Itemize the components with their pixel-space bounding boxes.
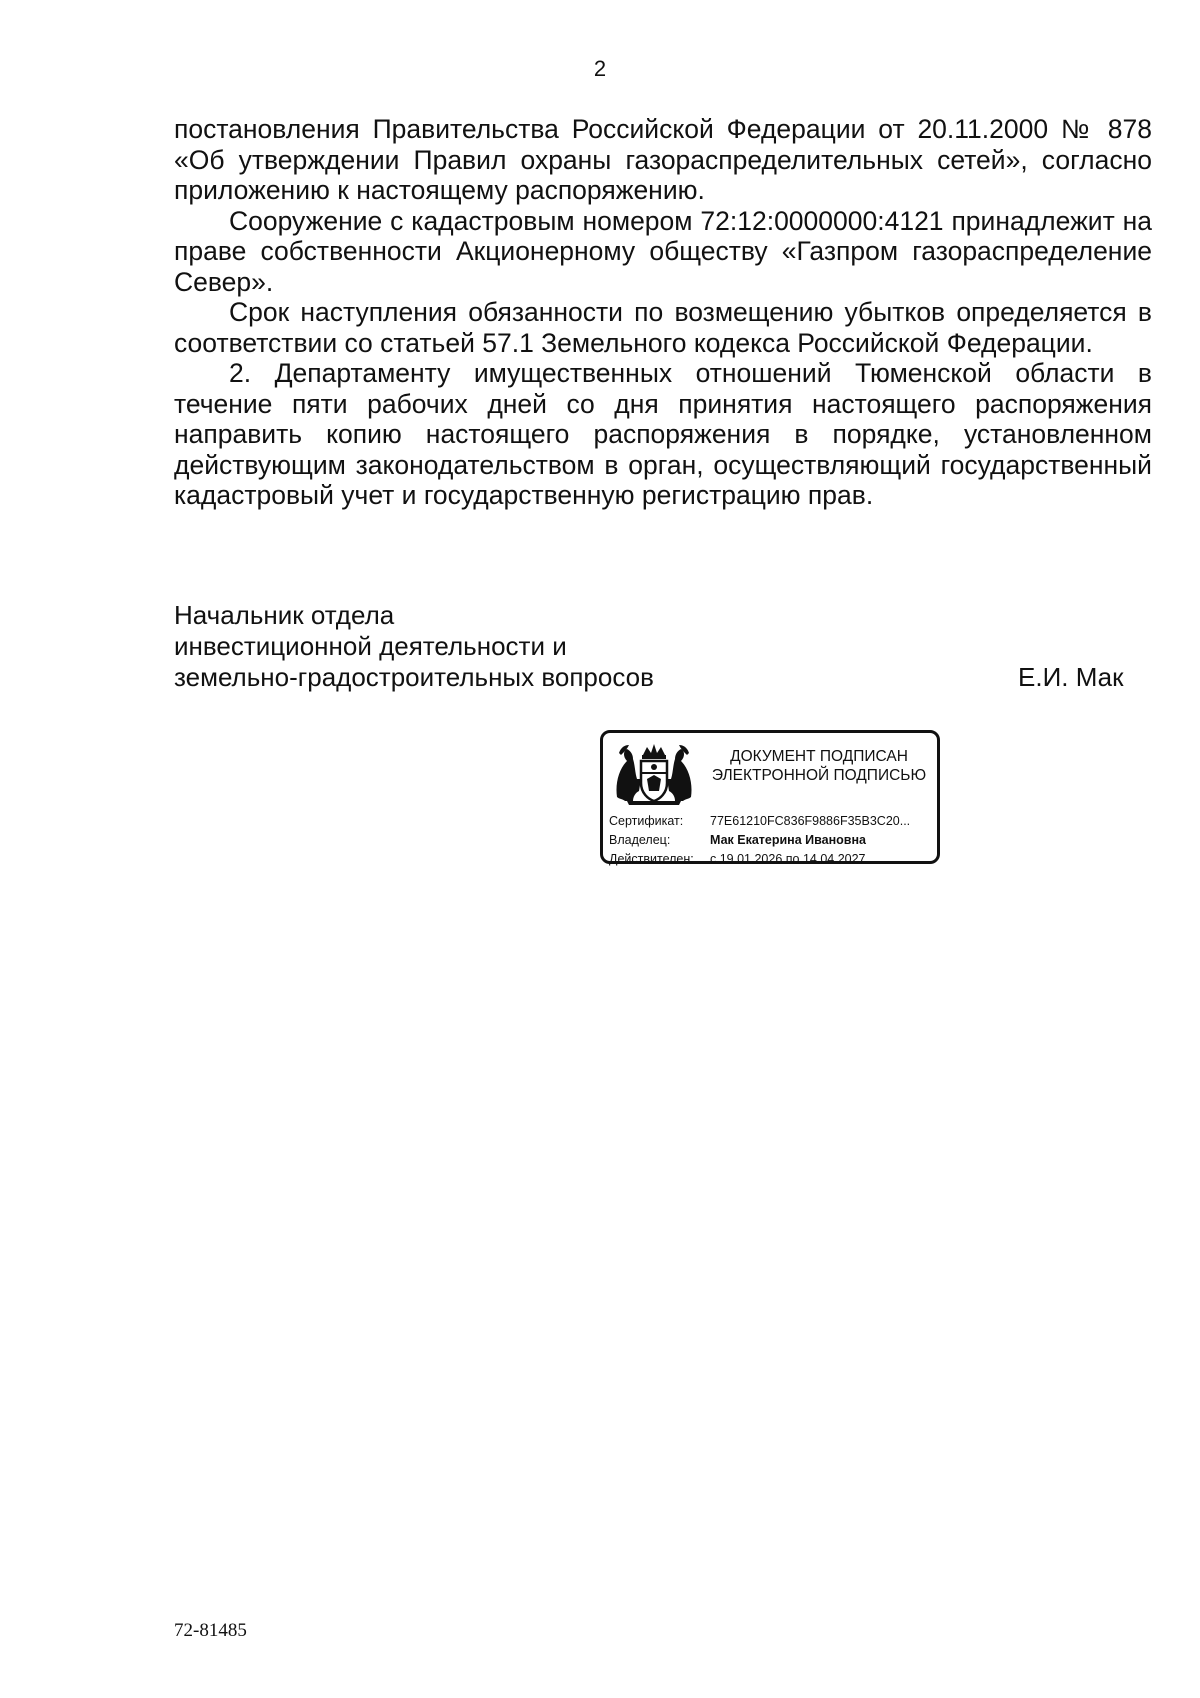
page-number: 2 xyxy=(593,56,607,81)
stamp-owner-label: Владелец: xyxy=(609,833,671,847)
signatory-name: Е.И. Мак xyxy=(1018,662,1124,692)
paragraph-compensation-term: Срок наступления обязанности по возмещению убытков определяется в соответствии со статьей 57.1 Земельного кодекса Российской Федерации. xyxy=(174,297,1152,358)
electronic-signature-stamp xyxy=(600,730,940,864)
stamp-certificate-row xyxy=(609,813,910,829)
paragraph-ownership: Сооружение с кадастровым номером 72:12:0000000:4121 принадлежит на праве собственности Акционерному обществу «Газпром газораспределение Север». xyxy=(174,205,1152,297)
stamp-certificate-value: 77E61210FC836F9886F35B3C20... xyxy=(710,814,911,828)
document-body xyxy=(174,114,1152,511)
signatory-position-line: Начальник отдела xyxy=(174,600,395,630)
stamp-certificate-label: Сертификат: xyxy=(609,814,684,828)
coat-of-arms-icon xyxy=(613,739,695,807)
stamp-title xyxy=(701,747,937,785)
stamp-title-line: ДОКУМЕНТ ПОДПИСАН xyxy=(730,748,908,765)
stamp-owner-value: Мак Екатерина Ивановна xyxy=(710,833,866,847)
stamp-validity-value: с 19.01.2026 по 14.04.2027 xyxy=(710,852,866,866)
signatory-position-line: земельно-градостроительных вопросов xyxy=(174,662,654,692)
stamp-owner-row xyxy=(609,832,866,848)
stamp-validity-label: Действителен: xyxy=(609,852,694,866)
paragraph-item-2: 2. Департаменту имущественных отношений Тюменской области в течение пяти рабочих дней со дня принятия настоящего распоряжения направить копию настоящего распоряжения в порядке, установленном действующим законодательством в орган, осуществляющий государственный кадастровый учет и государственную регистрацию прав. xyxy=(174,358,1152,510)
signatory-position-line: инвестиционной деятельности и xyxy=(174,631,567,661)
stamp-title-line: ЭЛЕКТРОННОЙ ПОДПИСЬЮ xyxy=(711,767,927,784)
paragraph-continuation: постановления Правительства Российской Федерации от 20.11.2000 № 878 «Об утверждении Правил охраны газораспределительных сетей», согласно приложению к настоящему распоряжению. xyxy=(174,114,1152,205)
signatory-position xyxy=(174,600,654,693)
document-code: 72-81485 xyxy=(174,1620,247,1641)
stamp-validity-row xyxy=(609,851,866,867)
